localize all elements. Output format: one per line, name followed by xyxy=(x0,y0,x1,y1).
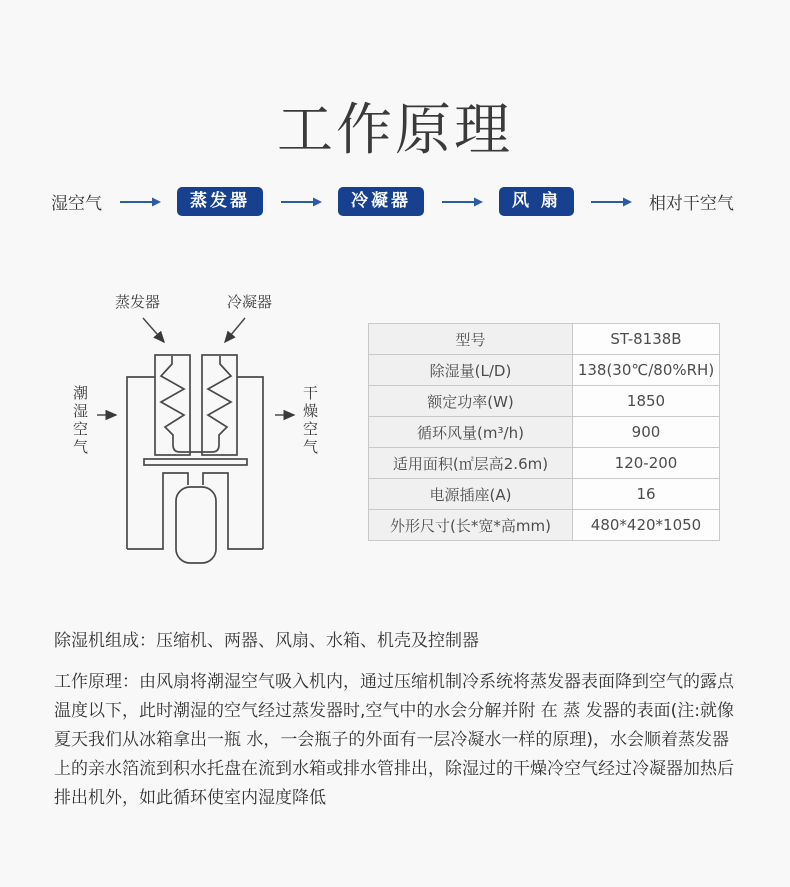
right-arrow-icon xyxy=(590,196,632,208)
spec-value: 900 xyxy=(573,417,720,448)
table-row xyxy=(369,479,720,510)
spec-value: 138(30℃/80%RH) xyxy=(573,355,720,386)
flow-step-condenser: 冷凝器 xyxy=(338,187,424,216)
spec-value: 480*420*1050 xyxy=(573,510,720,541)
flow-step-fan: 风 扇 xyxy=(499,187,574,216)
spec-label: 循环风量(m³/h) xyxy=(369,417,573,448)
spec-value: 16 xyxy=(573,479,720,510)
table-row xyxy=(369,417,720,448)
working-principle-text: 工作原理：由风扇将潮湿空气吸入机内，通过压缩机制冷系统将蒸发器表面降到空气的露点温度以下，此时潮湿的空气经过蒸发器时,空气中的水会分解并附 在 蒸 发器的表面(注:就像夏天我们从冰箱拿出一瓶 水，一会瓶子的外面有一层冷凝水一样的原理)，水会顺着蒸发器上的亲水箔流到积水托盘在流到水箱或排水管排出，除湿过的干燥冷空气经过冷凝器加热后排出机外，如此循环使室内湿度降低 xyxy=(54,672,734,808)
table-row xyxy=(369,386,720,417)
flow-source-label: 湿空气 xyxy=(51,194,102,214)
spec-label: 适用面积(㎡层高2.6m) xyxy=(369,448,573,479)
flow-result-label: 相对干空气 xyxy=(648,194,734,214)
inlet-air-label: 潮湿空气 xyxy=(71,385,89,457)
spec-value: 120-200 xyxy=(573,448,720,479)
process-flow xyxy=(51,187,734,216)
spec-label: 型号 xyxy=(369,324,573,355)
spec-table xyxy=(368,323,720,541)
dehumidifier-schematic xyxy=(45,285,355,585)
spec-label: 电源插座(A) xyxy=(369,479,573,510)
table-row xyxy=(369,355,720,386)
outlet-air-label: 干燥空气 xyxy=(301,385,319,457)
right-arrow-icon xyxy=(441,196,483,208)
table-row xyxy=(369,324,720,355)
page-title: 工作原理 xyxy=(277,98,513,163)
composition-text: 除湿机组成：压缩机、两器、风扇、水箱、机壳及控制器 xyxy=(54,631,479,651)
spec-value: ST-8138B xyxy=(573,324,720,355)
condenser-label: 冷凝器 xyxy=(227,293,273,311)
right-arrow-icon xyxy=(119,196,161,208)
table-row xyxy=(369,510,720,541)
flow-step-evaporator: 蒸发器 xyxy=(177,187,263,216)
spec-value: 1850 xyxy=(573,386,720,417)
right-arrow-icon xyxy=(280,196,322,208)
spec-label: 除湿量(L/D) xyxy=(369,355,573,386)
spec-label: 额定功率(W) xyxy=(369,386,573,417)
spec-label: 外形尺寸(长*宽*高mm) xyxy=(369,510,573,541)
evaporator-label: 蒸发器 xyxy=(115,293,161,311)
table-row xyxy=(369,448,720,479)
